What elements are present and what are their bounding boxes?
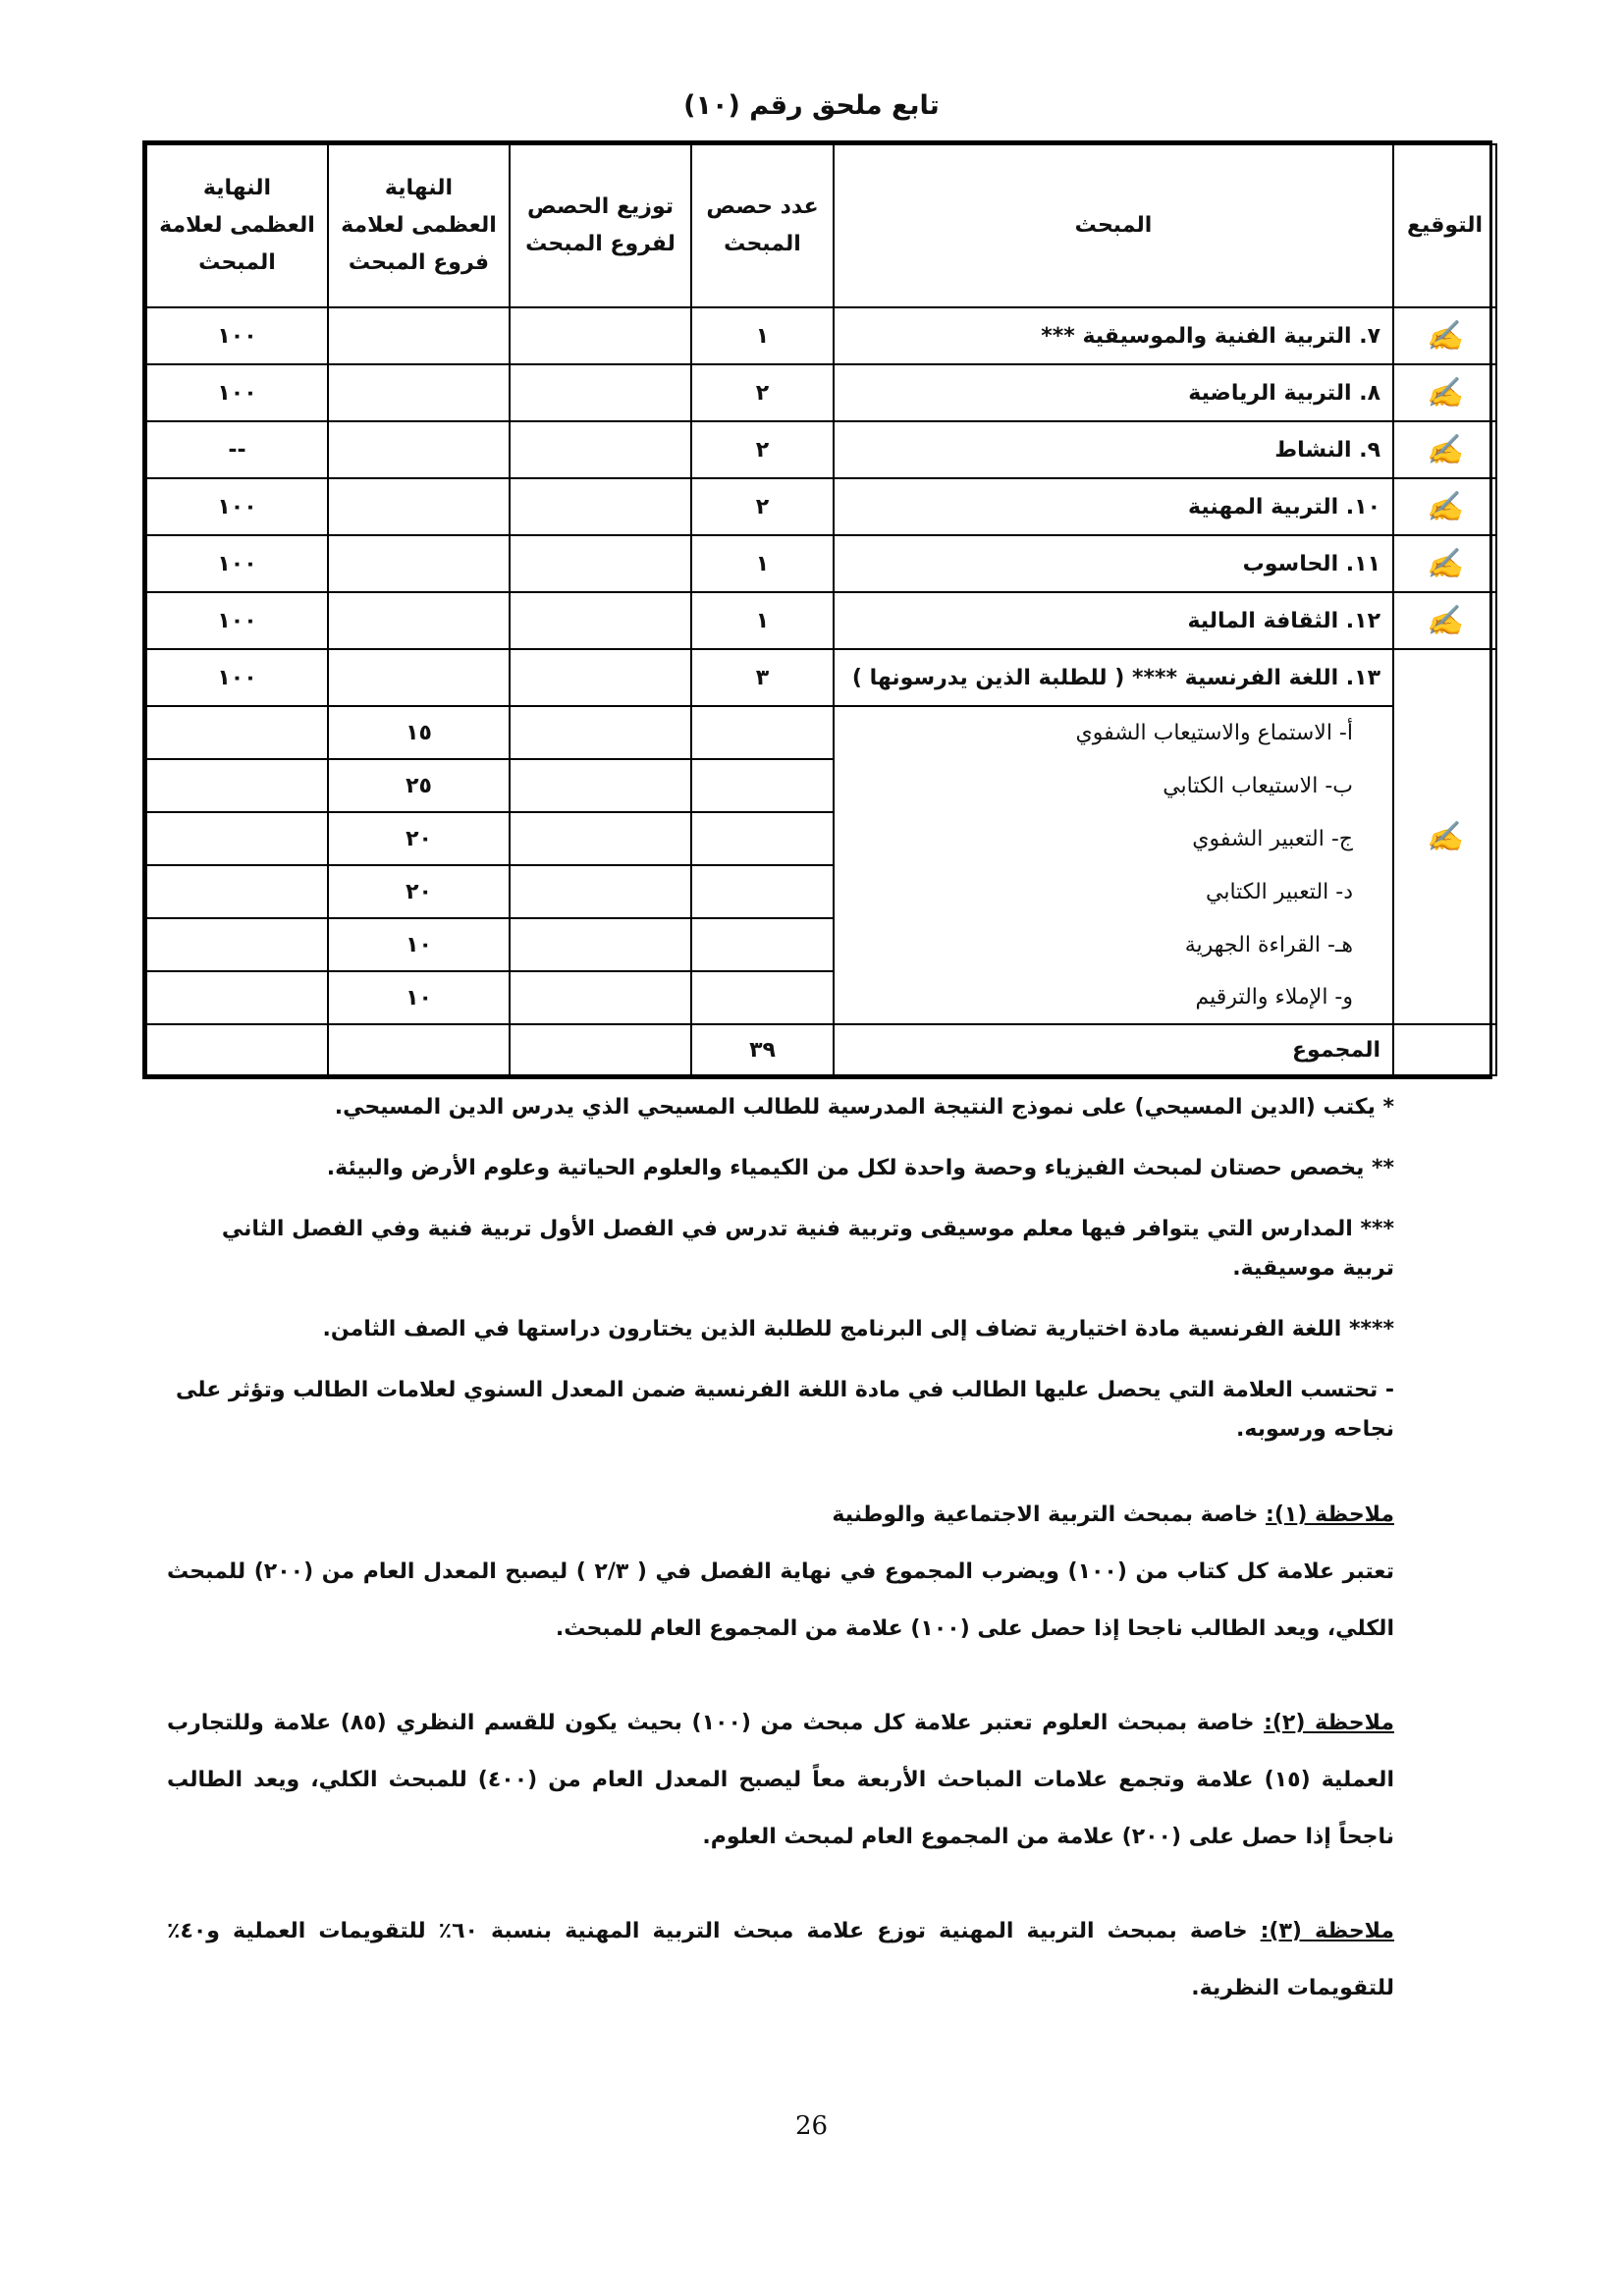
signature-cell (1393, 364, 1496, 421)
distribution-cell (510, 865, 691, 918)
signature-cell (1393, 307, 1496, 364)
signature-cell (1393, 1024, 1496, 1075)
distribution-cell (510, 478, 691, 535)
table-row (146, 649, 1496, 706)
subject-cell: ١٠. التربية المهنية (834, 478, 1393, 535)
table-subrow (146, 865, 1496, 918)
distribution-cell (510, 307, 691, 364)
signature-cell (1393, 421, 1496, 478)
subject-max-cell: ١٠٠ (146, 649, 328, 706)
branch-max-cell (328, 649, 510, 706)
table-row (146, 592, 1496, 649)
distribution-cell (510, 759, 691, 812)
periods-cell (691, 918, 834, 971)
total-label: المجموع (834, 1024, 1393, 1075)
header-signature: التوقيع (1393, 144, 1496, 307)
table-row (146, 307, 1496, 364)
branch-max-cell (328, 592, 510, 649)
periods-cell: ٣ (691, 649, 834, 706)
header-branch-max: النهاية العظمى لعلامة فروع المبحث (328, 144, 510, 307)
remark-title: خاصة بمبحث التربية الاجتماعية والوطنية (832, 1503, 1267, 1527)
branch-max-cell (328, 364, 510, 421)
table-subrow (146, 812, 1496, 865)
distribution-cell (510, 421, 691, 478)
table-subrow (146, 759, 1496, 812)
subject-max-cell (146, 759, 328, 812)
periods-cell (691, 706, 834, 759)
page-title: تابع ملحق رقم (١٠) (683, 90, 940, 121)
table-row (146, 478, 1496, 535)
remark-2 (167, 1695, 1394, 1866)
branch-max-cell (328, 478, 510, 535)
subject-max-cell (146, 1024, 328, 1075)
branch-max-cell: ١٠ (328, 971, 510, 1024)
signature-cell (1393, 592, 1496, 649)
branch-max-cell: ١٠ (328, 918, 510, 971)
branch-max-cell (328, 1024, 510, 1075)
branch-label: ج- التعبير الشفوي (834, 812, 1393, 865)
branch-label: أ- الاستماع والاستيعاب الشفوي (834, 706, 1393, 759)
signature-cell (1393, 535, 1496, 592)
table-subrow (146, 971, 1496, 1024)
signature-mark: ✍ (1426, 318, 1464, 354)
distribution-cell (510, 535, 691, 592)
remark-body: تعتبر علامة كل كتاب من (١٠٠) ويضرب المجموع في نهاية الفصل في ( ٢/٣ ) ليصبح المعدل العام من (٢٠٠) للمبحث الكلي، ويعد الطالب ناجحا إذا حصل على (١٠٠) علامة من المجموع العام للمبحث. (167, 1559, 1394, 1641)
header-subject-max: النهاية العظمى لعلامة المبحث (146, 144, 328, 307)
signature-mark: ✍ (1426, 603, 1464, 638)
subject-cell: ١١. الحاسوب (834, 535, 1393, 592)
subject-cell: ٧. التربية الفنية والموسيقية *** (834, 307, 1393, 364)
distribution-cell (510, 812, 691, 865)
page-number: 26 (794, 2111, 829, 2141)
periods-cell (691, 812, 834, 865)
subject-max-cell (146, 971, 328, 1024)
subject-cell: ١٣. اللغة الفرنسية **** ( للطلبة الذين يدرسونها ) (834, 649, 1393, 706)
subject-cell: ٩. النشاط (834, 421, 1393, 478)
signature-mark: ✍ (1426, 819, 1464, 854)
table-subrow (146, 706, 1496, 759)
subject-max-cell: ١٠٠ (146, 364, 328, 421)
footnote: *** المدارس التي يتوافر فيها معلم موسيقى وتربية فنية تدرس في الفصل الأول تربية فنية وفي الفصل الثاني تربية موسيقية. (221, 1217, 1394, 1281)
subject-cell: ١٢. الثقافة المالية (834, 592, 1393, 649)
signature-cell (1393, 478, 1496, 535)
periods-cell: ١ (691, 307, 834, 364)
distribution-cell (510, 971, 691, 1024)
remark-body: خاصة بمبحث التربية المهنية توزع علامة مبحث التربية المهنية بنسبة ٦٠٪ للتقويمات العملية و٤٠٪ للتقويمات النظرية. (167, 1919, 1394, 2000)
remark-3 (167, 1903, 1394, 2017)
subject-max-cell (146, 812, 328, 865)
remark-label: ملاحظة (١): (1266, 1503, 1394, 1527)
periods-cell: ١ (691, 535, 834, 592)
signature-cell (1393, 649, 1496, 1024)
table-subrow (146, 918, 1496, 971)
distribution-cell (510, 649, 691, 706)
remark-1 (167, 1487, 1394, 1658)
periods-cell (691, 865, 834, 918)
remark-label: ملاحظة (٢): (1264, 1711, 1394, 1735)
header-periods: عدد حصص المبحث (691, 144, 834, 307)
signature-mark: ✍ (1426, 375, 1464, 410)
subject-max-cell (146, 865, 328, 918)
branch-label: هـ- القراءة الجهرية (834, 918, 1393, 971)
periods-cell: ٢ (691, 364, 834, 421)
distribution-cell (510, 1024, 691, 1075)
footnote: **** اللغة الفرنسية مادة اختيارية تضاف إلى البرنامج للطلبة الذين يختارون دراستها في الصف الثامن. (322, 1317, 1394, 1341)
branch-max-cell (328, 307, 510, 364)
table-row (146, 535, 1496, 592)
subject-max-cell: -- (146, 421, 328, 478)
subjects-table (142, 140, 1492, 1079)
branch-max-cell: ٢٠ (328, 865, 510, 918)
subject-max-cell: ١٠٠ (146, 307, 328, 364)
branch-max-cell: ١٥ (328, 706, 510, 759)
signature-mark: ✍ (1426, 432, 1464, 467)
distribution-cell (510, 592, 691, 649)
branch-max-cell (328, 421, 510, 478)
remark-label: ملاحظة (٣): (1260, 1919, 1395, 1943)
branch-label: ب- الاستيعاب الكتابي (834, 759, 1393, 812)
subject-max-cell: ١٠٠ (146, 592, 328, 649)
footnote: * يكتب (الدين المسيحي) على نموذج النتيجة المدرسية للطالب المسيحي الذي يدرس الدين المسيحي. (334, 1095, 1394, 1120)
branch-label: د- التعبير الكتابي (834, 865, 1393, 918)
subject-max-cell: ١٠٠ (146, 478, 328, 535)
total-periods: ٣٩ (691, 1024, 834, 1075)
notes-section (167, 1088, 1394, 2017)
header-distribution: توزيع الحصص لفروع المبحث (510, 144, 691, 307)
periods-cell: ٢ (691, 421, 834, 478)
periods-cell (691, 759, 834, 812)
subject-max-cell (146, 706, 328, 759)
footnote: ** يخصص حصتان لمبحث الفيزياء وحصة واحدة لكل من الكيمياء والعلوم الحياتية وعلوم الأرض والبيئة. (326, 1156, 1394, 1180)
signature-mark: ✍ (1426, 546, 1464, 581)
branch-max-cell: ٢٠ (328, 812, 510, 865)
branch-max-cell: ٢٥ (328, 759, 510, 812)
total-row (146, 1024, 1496, 1075)
periods-cell: ٢ (691, 478, 834, 535)
subject-max-cell: ١٠٠ (146, 535, 328, 592)
branch-label: و- الإملاء والترقيم (834, 971, 1393, 1024)
distribution-cell (510, 918, 691, 971)
distribution-cell (510, 706, 691, 759)
remark-body: خاصة بمبحث العلوم تعتبر علامة كل مبحث من (١٠٠) بحيث يكون للقسم النظري (٨٥) علامة وللتجارب العملية (١٥) علامة وتجمع علامات المباحث الأربعة معاً ليصبح المعدل العام من (٤٠٠) للمبحث الكلي، ويعد الطالب ناجحاً إذا حصل على (٢٠٠) علامة من المجموع العام لمبحث العلوم. (167, 1711, 1394, 1849)
table-row (146, 421, 1496, 478)
header-subject: المبحث (834, 144, 1393, 307)
subject-cell: ٨. التربية الرياضية (834, 364, 1393, 421)
subject-max-cell (146, 918, 328, 971)
table-row (146, 364, 1496, 421)
periods-cell: ١ (691, 592, 834, 649)
footnote: - تحتسب العلامة التي يحصل عليها الطالب في مادة اللغة الفرنسية ضمن المعدل السنوي لعلامات الطالب وتؤثر على نجاحه ورسوبه. (176, 1378, 1394, 1442)
distribution-cell (510, 364, 691, 421)
periods-cell (691, 971, 834, 1024)
branch-max-cell (328, 535, 510, 592)
signature-mark: ✍ (1426, 489, 1464, 524)
